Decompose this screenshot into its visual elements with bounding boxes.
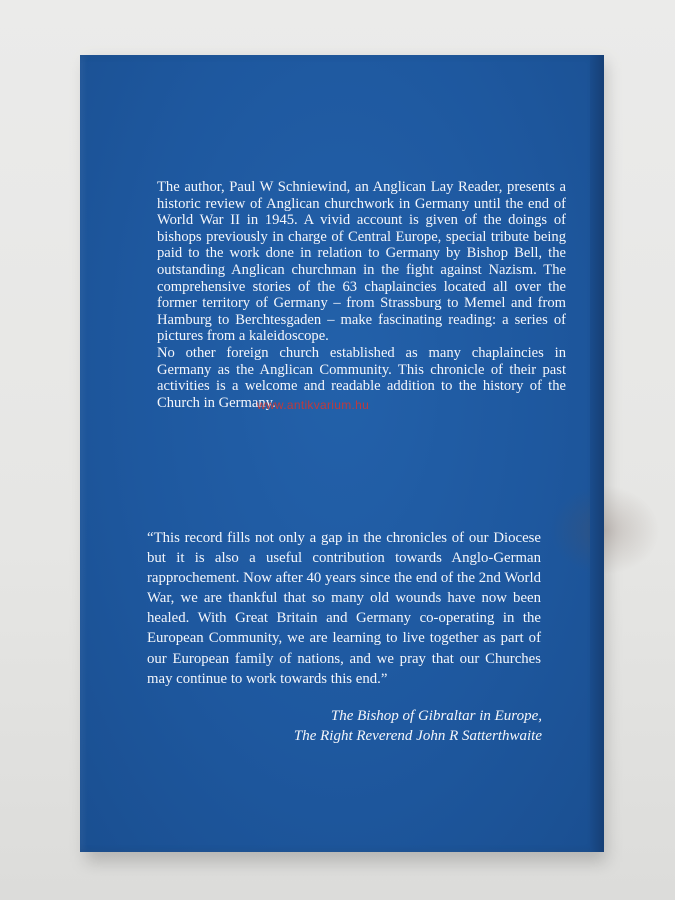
quote-attribution (294, 706, 542, 746)
seller-watermark: www.antikvarium.hu (257, 398, 370, 412)
attribution-line-2: The Right Reverend John R Satterthwaite (293, 728, 542, 744)
book-back-cover (80, 55, 600, 852)
attribution-line-1: The Bishop of Gibraltar in Europe, (330, 708, 542, 724)
cover-stain (550, 485, 660, 575)
description-paragraph-2: No other foreign church established as many chaplaincies in Germany as the Anglican Community. This chronicle of their past activities is a welcome and readable addition to the history of the Church in Germany. (157, 344, 566, 411)
book-edge (590, 55, 604, 852)
endorsement-quote: “This record fills not only a gap in the chronicles of our Diocese but it is also a useful contribution towards Anglo-German rapprochement. Now after 40 years since the end of the 2nd World War, we are thankful that so many old wounds have now been healed. With Great Britain and Germany co-operating in the European Community, we are learning to live together as part of our European family of nations, and we pray that our Churches may continue to work towards this end.” (147, 530, 541, 687)
description-paragraph-1: The author, Paul W Schniewind, an Anglican Lay Reader, presents a historic review of Anglican churchwork in Germany until the end of World War II in 1945. A vivid account is given of the doings of bishops previously in charge of Central Europe, special tribute being paid to the work done in relation to Germany by Bishop Bell, the outstanding Anglican churchman in the fight against Nazism. The comprehensive stories of the 63 chaplaincies located all over the former territory of Germany – from Strassburg to Memel and from Hamburg to Berchtesgaden – make fascinating reading: a series of pictures from a kaleidoscope. (157, 179, 566, 345)
book-description (157, 179, 566, 411)
